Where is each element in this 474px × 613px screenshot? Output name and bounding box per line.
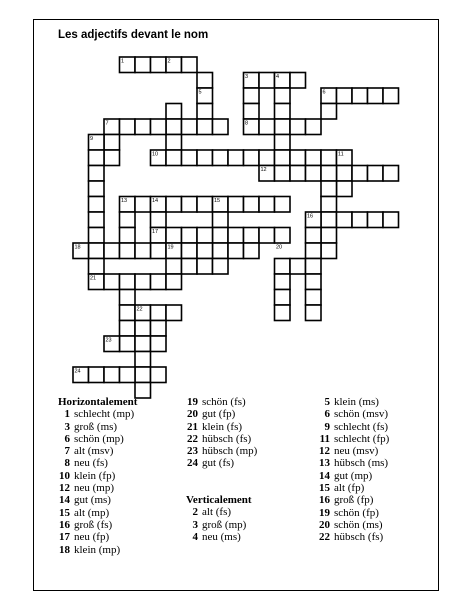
across-clue: [58, 445, 137, 457]
cell-number: 2: [167, 58, 171, 65]
grid-cell[interactable]: [259, 228, 275, 244]
grid-cell[interactable]: [352, 88, 368, 104]
cell-number: 19: [167, 244, 174, 251]
clue-number: 20: [187, 408, 198, 421]
cell-number: 10: [152, 151, 159, 158]
clue-text: neu (ms): [202, 530, 241, 543]
page-title: Les adjectifs devant le nom: [58, 29, 209, 41]
cell-number: 21: [90, 275, 97, 282]
grid-cell[interactable]: [182, 150, 198, 166]
grid-cell[interactable]: [104, 274, 120, 290]
grid-cell[interactable]: [275, 88, 291, 104]
clue-number: 18: [59, 543, 70, 556]
down-heading: Verticalement: [186, 494, 252, 506]
grid-cell[interactable]: [120, 336, 136, 352]
grid-cell[interactable]: [166, 259, 182, 275]
grid-cell[interactable]: [120, 274, 136, 290]
across-clue: [186, 408, 257, 420]
grid-cell[interactable]: [151, 274, 167, 290]
clue-number: 12: [59, 482, 70, 495]
down-clue: [316, 421, 389, 433]
cell-number: 9: [90, 136, 94, 142]
clue-number: 7: [64, 445, 70, 458]
across-clue: [186, 445, 257, 457]
grid-cell[interactable]: [182, 259, 198, 275]
grid-cell[interactable]: [89, 243, 105, 259]
cell-number: 5: [198, 89, 202, 96]
across-clue: [58, 531, 137, 543]
grid-cell[interactable]: [306, 150, 322, 166]
grid-cell[interactable]: [306, 259, 322, 275]
grid-cell[interactable]: [244, 228, 260, 244]
clue-number: 21: [187, 420, 198, 433]
grid-cell[interactable]: [120, 228, 136, 244]
grid-cell[interactable]: [244, 88, 260, 104]
grid-cell[interactable]: [306, 119, 322, 135]
clue-number: 6: [64, 432, 70, 445]
across-clue: [58, 457, 137, 469]
clue-text: groß (fp): [334, 494, 374, 507]
clue-text: schön (msv): [334, 408, 389, 421]
grid-cell[interactable]: [182, 57, 198, 73]
cell-number: 15: [214, 198, 221, 204]
clue-text: schlecht (fs): [334, 420, 389, 433]
down-clue: [316, 457, 389, 469]
cell-number: 17: [152, 229, 159, 235]
clue-text: hübsch (fs): [202, 432, 252, 445]
grid-cell[interactable]: [89, 212, 105, 228]
across-clue: [186, 421, 257, 433]
across-clue: [186, 457, 257, 469]
grid-cell[interactable]: [290, 73, 306, 89]
grid-cell[interactable]: [337, 181, 353, 197]
grid-cell[interactable]: [321, 243, 337, 259]
grid-cell[interactable]: [182, 197, 198, 213]
clue-number: 16: [59, 518, 70, 531]
grid-cell[interactable]: [89, 181, 105, 197]
clue-text: schlecht (fp): [334, 432, 390, 445]
clue-number: 12: [319, 445, 330, 458]
across-clues-col1: [58, 396, 137, 556]
across-clue: [58, 507, 137, 519]
grid-cell[interactable]: [306, 228, 322, 244]
clue-text: groß (ms): [74, 420, 118, 433]
grid-cell[interactable]: [368, 88, 384, 104]
grid-cell[interactable]: [182, 228, 198, 244]
grid-cell[interactable]: [120, 367, 136, 383]
grid-cell[interactable]: [89, 228, 105, 244]
grid-cell[interactable]: [306, 274, 322, 290]
across-clue: [58, 421, 137, 433]
grid-cell[interactable]: [213, 119, 229, 135]
clue-number: 20: [319, 518, 330, 531]
grid-cell[interactable]: [151, 321, 167, 337]
grid-cell[interactable]: [259, 119, 275, 135]
grid-cell[interactable]: [120, 243, 136, 259]
grid-cell[interactable]: [228, 150, 244, 166]
grid-cell[interactable]: [290, 119, 306, 135]
clue-text: hübsch (fs): [334, 531, 384, 544]
clue-number: 16: [319, 494, 330, 507]
grid-cell[interactable]: [244, 197, 260, 213]
grid-cell[interactable]: [104, 243, 120, 259]
down-clue: [186, 506, 252, 518]
grid-cell[interactable]: [306, 166, 322, 182]
clue-text: neu (msv): [334, 445, 379, 458]
grid-cell[interactable]: [135, 274, 151, 290]
clue-number: 19: [319, 506, 330, 519]
grid-cell[interactable]: [151, 305, 167, 321]
down-clue: [316, 433, 389, 445]
clue-text: alt (fs): [202, 506, 232, 519]
grid-cell[interactable]: [104, 367, 120, 383]
down-clue: [316, 470, 389, 482]
clue-text: klein (mp): [74, 543, 121, 556]
across-clue: [58, 433, 137, 445]
clue-number: 14: [319, 469, 330, 482]
down-clue: [316, 408, 389, 420]
grid-cell[interactable]: [151, 367, 167, 383]
grid-cell[interactable]: [275, 104, 291, 120]
clue-text: alt (msv): [74, 445, 114, 458]
grid-cell[interactable]: [197, 197, 213, 213]
clue-text: gut (fp): [202, 408, 236, 421]
grid-cell[interactable]: [135, 243, 151, 259]
grid-cell[interactable]: [182, 243, 198, 259]
cell-number: 16: [307, 213, 314, 220]
grid-cell[interactable]: [321, 197, 337, 213]
down-clue: [316, 482, 389, 494]
clue-text: gut (fs): [202, 457, 235, 470]
cell-number: 6: [322, 89, 326, 96]
grid-cell[interactable]: [228, 197, 244, 213]
clue-text: groß (mp): [202, 518, 247, 531]
grid-cell[interactable]: [151, 336, 167, 352]
grid-cell[interactable]: [306, 243, 322, 259]
clue-text: neu (mp): [74, 482, 115, 495]
clue-text: gut (ms): [74, 494, 111, 507]
grid-cell[interactable]: [275, 290, 291, 306]
grid-cell[interactable]: [120, 321, 136, 337]
clue-number: 4: [192, 530, 198, 543]
clue-number: 14: [59, 494, 70, 507]
cell-number: 24: [74, 368, 81, 375]
grid-cell[interactable]: [275, 135, 291, 151]
grid-cell[interactable]: [383, 88, 399, 104]
grid-cell[interactable]: [151, 243, 167, 259]
clue-text: alt (fp): [334, 482, 365, 495]
grid-cell[interactable]: [337, 88, 353, 104]
down-clue: [316, 531, 389, 543]
grid-cell[interactable]: [275, 228, 291, 244]
down-clue: [316, 519, 389, 531]
grid-cell[interactable]: [306, 305, 322, 321]
grid-cell[interactable]: [321, 228, 337, 244]
clue-text: gut (mp): [334, 469, 373, 482]
grid-cell[interactable]: [275, 274, 291, 290]
grid-cell[interactable]: [321, 150, 337, 166]
grid-cell[interactable]: [166, 135, 182, 151]
clue-number: 5: [324, 396, 330, 408]
across-clue: [186, 396, 257, 408]
clue-text: schön (fs): [202, 396, 246, 408]
grid-cell[interactable]: [120, 119, 136, 135]
across-clue: [186, 433, 257, 445]
cell-number: 23: [105, 337, 112, 344]
grid-cell[interactable]: [89, 367, 105, 383]
grid-cell[interactable]: [321, 166, 337, 182]
clue-number: 15: [319, 482, 330, 495]
grid-cell[interactable]: [182, 119, 198, 135]
grid-cell[interactable]: [275, 197, 291, 213]
grid-cell[interactable]: [151, 119, 167, 135]
clue-number: 11: [319, 432, 330, 445]
grid-cell[interactable]: [259, 73, 275, 89]
clue-number: 15: [59, 506, 70, 519]
down-clue: [316, 445, 389, 457]
cell-number: 4: [276, 74, 280, 80]
grid-cell[interactable]: [213, 228, 229, 244]
cell-number: 18: [74, 244, 81, 251]
grid-cell[interactable]: [135, 197, 151, 213]
grid-cell[interactable]: [383, 166, 399, 182]
down-clue: [186, 519, 252, 531]
cell-number: 11: [338, 151, 344, 158]
grid-cell[interactable]: [120, 305, 136, 321]
grid-cell[interactable]: [197, 243, 213, 259]
grid-cell[interactable]: [135, 57, 151, 73]
grid-cell[interactable]: [275, 166, 291, 182]
grid-cell[interactable]: [151, 57, 167, 73]
clue-text: klein (ms): [334, 396, 379, 408]
clue-number: 17: [59, 531, 70, 544]
grid-cell[interactable]: [166, 274, 182, 290]
grid-cell[interactable]: [89, 259, 105, 275]
clue-number: 24: [187, 457, 198, 470]
grid-cell[interactable]: [197, 228, 213, 244]
grid-cell[interactable]: [135, 119, 151, 135]
clue-text: klein (fs): [202, 420, 243, 433]
grid-cell[interactable]: [135, 321, 151, 337]
grid-cell[interactable]: [259, 197, 275, 213]
grid-cell[interactable]: [383, 212, 399, 228]
clue-text: alt (mp): [74, 506, 110, 519]
grid-cell[interactable]: [120, 290, 136, 306]
clue-number: 6: [324, 408, 330, 421]
cell-number: 1: [121, 58, 125, 65]
grid-cell[interactable]: [352, 212, 368, 228]
grid-cell[interactable]: [321, 212, 337, 228]
grid-cell[interactable]: [290, 166, 306, 182]
grid-cell[interactable]: [213, 259, 229, 275]
down-clue: [316, 494, 389, 506]
clue-number: 10: [59, 469, 70, 482]
cell-number: 14: [152, 198, 159, 204]
clue-text: neu (fs): [74, 457, 108, 470]
grid-cell[interactable]: [352, 166, 368, 182]
grid-cell[interactable]: [321, 181, 337, 197]
down-clue: [316, 507, 389, 519]
cell-number: 22: [136, 306, 143, 313]
across-clue: [58, 544, 137, 556]
grid-cell[interactable]: [259, 150, 275, 166]
across-heading: Horizontalement: [58, 396, 138, 408]
grid-cell[interactable]: [166, 197, 182, 213]
grid-cell[interactable]: [337, 212, 353, 228]
grid-cell[interactable]: [228, 243, 244, 259]
clue-number: 19: [187, 396, 198, 408]
clue-text: neu (fp): [74, 531, 110, 544]
down-clue: [316, 396, 389, 408]
grid-cell[interactable]: [166, 104, 182, 120]
grid-cell[interactable]: [244, 243, 260, 259]
grid-cell[interactable]: [275, 259, 291, 275]
grid-cell[interactable]: [135, 352, 151, 368]
across-clue: [58, 494, 137, 506]
grid-cell[interactable]: [89, 166, 105, 182]
down-clue: [186, 531, 252, 543]
down-clues-col3: [316, 396, 389, 544]
grid-cell[interactable]: [306, 290, 322, 306]
grid-cell[interactable]: [321, 104, 337, 120]
clue-text: schön (ms): [334, 518, 383, 531]
grid-cell[interactable]: [290, 259, 306, 275]
grid-cell[interactable]: [197, 119, 213, 135]
clue-text: schön (mp): [74, 432, 124, 445]
clue-number: 3: [192, 518, 198, 531]
grid-cell[interactable]: [89, 150, 105, 166]
across-clue: [58, 470, 137, 482]
grid-cell[interactable]: [213, 150, 229, 166]
clue-number: 3: [64, 420, 70, 433]
grid-cell[interactable]: [104, 150, 120, 166]
clue-number: 13: [319, 457, 330, 470]
grid-cell[interactable]: [368, 212, 384, 228]
grid-cell[interactable]: [228, 228, 244, 244]
grid-cell[interactable]: [104, 135, 120, 151]
clue-text: hübsch (mp): [202, 445, 258, 458]
clue-number: 22: [319, 531, 330, 544]
clue-text: groß (fs): [74, 518, 113, 531]
grid-cell[interactable]: [197, 150, 213, 166]
cell-number: 8: [245, 120, 249, 127]
grid-cell[interactable]: [275, 119, 291, 135]
grid-cell[interactable]: [135, 367, 151, 383]
clue-text: schlecht (mp): [74, 408, 135, 421]
down-clues-col2: [186, 494, 252, 543]
across-clue: [58, 408, 137, 420]
clue-number: 1: [64, 408, 70, 421]
grid-cell[interactable]: [197, 104, 213, 120]
clue-text: schön (fp): [334, 506, 379, 519]
cell-number: 12: [260, 167, 267, 173]
grid-cell[interactable]: [197, 259, 213, 275]
grid-cell[interactable]: [290, 150, 306, 166]
clue-number: 23: [187, 445, 198, 458]
clue-number: 8: [64, 457, 70, 470]
grid-cell[interactable]: [166, 119, 182, 135]
across-clue: [58, 519, 137, 531]
cell-number: 13: [121, 198, 128, 204]
grid-cell[interactable]: [120, 212, 136, 228]
grid-cell[interactable]: [166, 228, 182, 244]
clue-number: 22: [187, 432, 198, 445]
clue-text: klein (fp): [74, 469, 116, 482]
grid-cell[interactable]: [275, 305, 291, 321]
grid-cell[interactable]: [213, 243, 229, 259]
grid-cell[interactable]: [197, 73, 213, 89]
grid-cell[interactable]: [337, 166, 353, 182]
grid-cell[interactable]: [213, 212, 229, 228]
cell-number: 20: [276, 244, 283, 251]
clue-number: 2: [192, 506, 198, 519]
grid-cell[interactable]: [368, 166, 384, 182]
clue-number: 9: [324, 420, 330, 433]
grid-cell[interactable]: [244, 150, 260, 166]
grid-cell[interactable]: [244, 104, 260, 120]
grid-cell[interactable]: [89, 197, 105, 213]
across-clues-col2: [186, 396, 257, 470]
cell-number: 3: [245, 74, 249, 80]
grid-cell[interactable]: [135, 336, 151, 352]
grid-cell[interactable]: [166, 150, 182, 166]
grid-cell[interactable]: [275, 150, 291, 166]
grid-cell[interactable]: [151, 212, 167, 228]
grid-cell[interactable]: [166, 305, 182, 321]
cell-number: 7: [105, 120, 109, 127]
across-clue: [58, 482, 137, 494]
clue-text: hübsch (ms): [334, 457, 389, 470]
